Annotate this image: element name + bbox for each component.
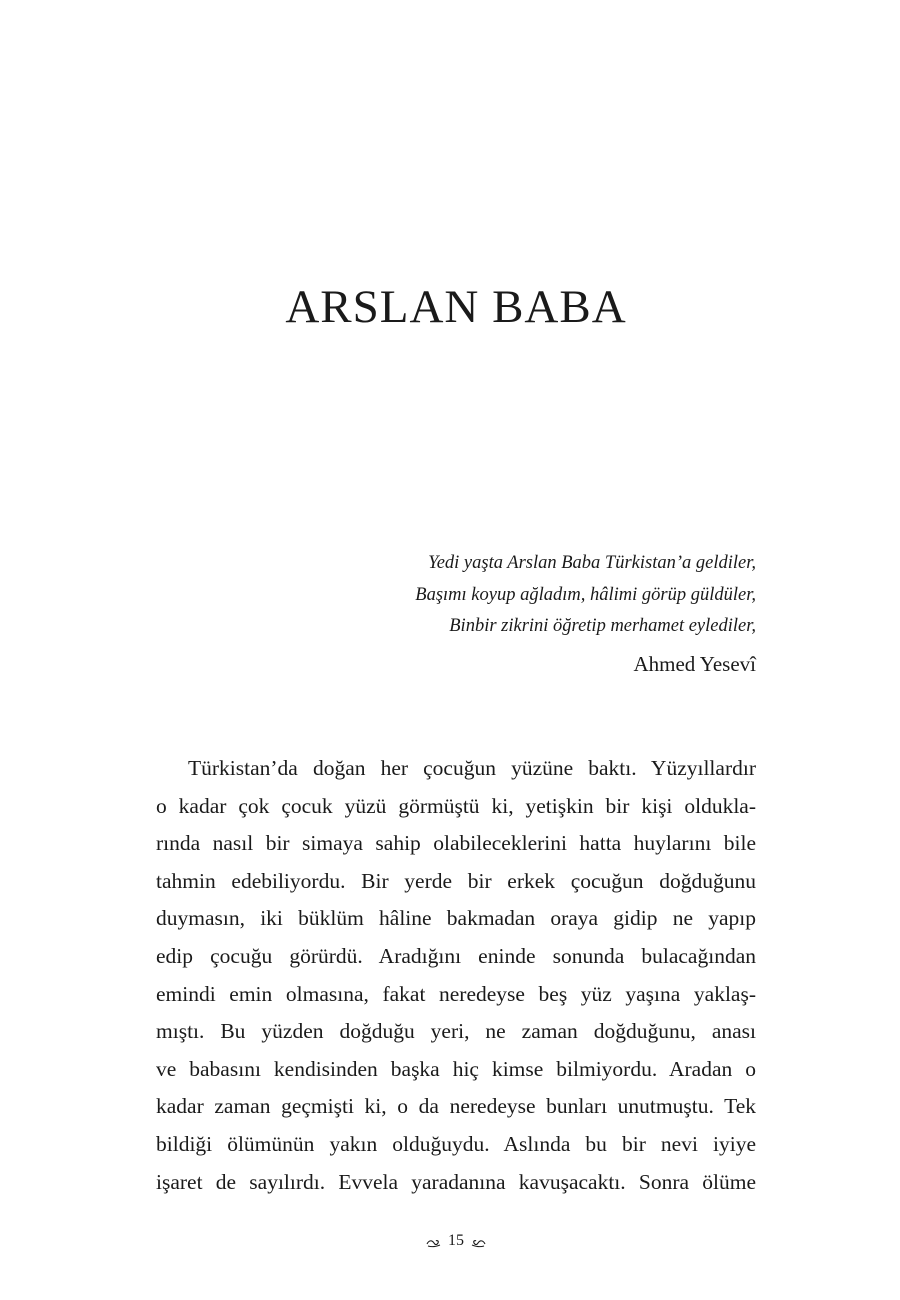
body-line: kadar zaman geçmişti ki, o da neredeyse bunları unutmuştu. Tek	[156, 1094, 756, 1119]
fleuron-left-icon	[426, 1235, 442, 1247]
body-line: edip çocuğu görürdü. Aradığını eninde sonunda bulacağından	[156, 943, 756, 968]
body-line: tahmin edebiliyordu. Bir yerde bir erkek çocuğun doğduğunu	[156, 868, 756, 893]
chapter-title: ARSLAN BABA	[285, 281, 627, 333]
body-line: ve babasını kendisinden başka hiç kimse bilmiyordu. Aradan o	[156, 1056, 756, 1081]
epigraph-line: Binbir zikrini öğretip merhamet eylediler,	[449, 616, 756, 636]
body-line: işaret de sayılırdı. Evvela yaradanına kavuşacaktı. Sonra ölüme	[156, 1169, 756, 1194]
body-line: Türkistan’da doğan her çocuğun yüzüne baktı. Yüzyıllardır	[188, 756, 756, 780]
epigraph	[415, 548, 756, 679]
body-line: o kadar çok çocuk yüzü görmüştü ki, yetişkin bir kişi oldukla-	[156, 793, 756, 818]
body-line: bildiği ölümünün yakın olduğuydu. Aslında bu bir nevi iyiye	[156, 1131, 756, 1156]
body-paragraph	[156, 750, 756, 1201]
fleuron-right-icon	[470, 1235, 486, 1247]
epigraph-author: Ahmed Yesevî	[633, 651, 756, 676]
body-line: emindi emin olmasına, fakat neredeyse beş yüz yaşına yaklaş-	[156, 981, 756, 1006]
body-line: mıştı. Bu yüzden doğduğu yeri, ne zaman doğduğunu, anası	[156, 1019, 756, 1044]
body-line: duymasın, iki büklüm hâline bakmadan oraya gidip ne yapıp	[156, 906, 756, 931]
body-line: rında nasıl bir simaya sahip olabileceklerini hatta huylarını bile	[156, 831, 756, 856]
epigraph-line: Başımı koyup ağladım, hâlimi görüp güldüler,	[415, 584, 756, 605]
page-number: 15	[448, 1232, 464, 1249]
page-footer	[0, 1231, 900, 1251]
epigraph-line: Yedi yaşta Arslan Baba Türkistan’a geldiler,	[428, 553, 756, 573]
